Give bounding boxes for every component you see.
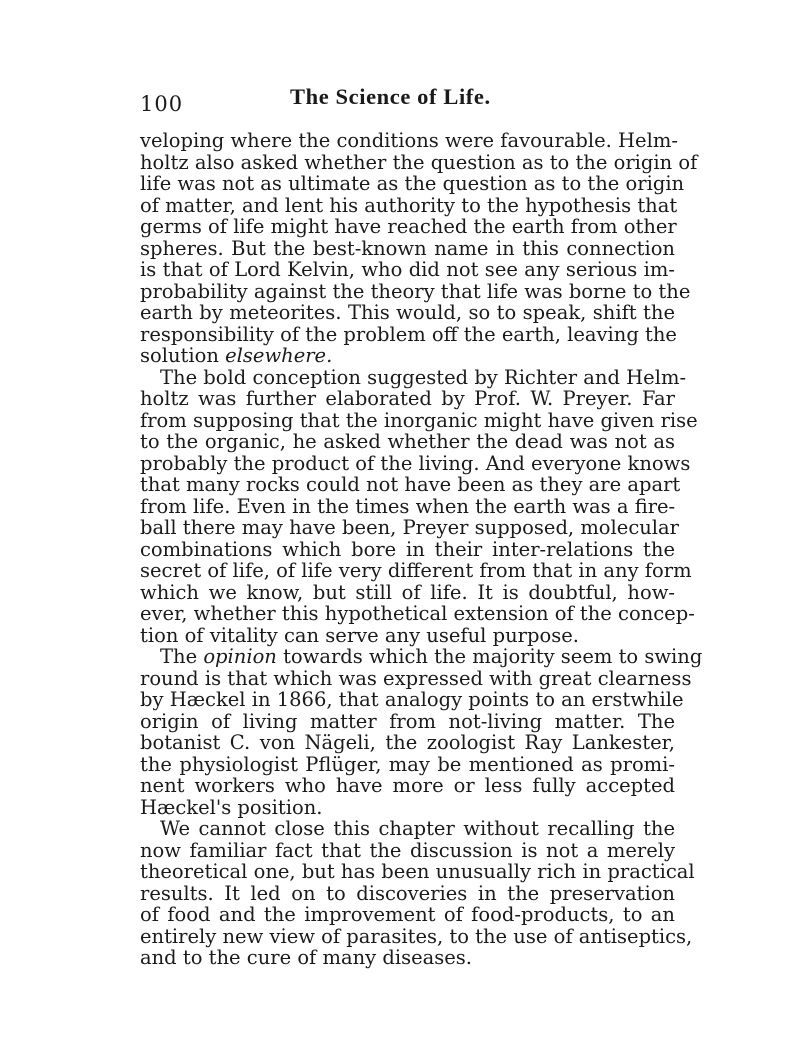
- text-line: life was not as ultimate as the question as to the origin: [140, 172, 685, 195]
- page-title: The Science of Life.: [290, 84, 491, 109]
- text-line: to the organic, he asked whether the dead was not as: [140, 430, 675, 453]
- text-line: of food and the improvement of food-products, to an: [140, 903, 675, 926]
- text-line: now familiar fact that the discussion is not a merely: [140, 838, 675, 862]
- text-line: responsibility of the problem off the earth, leaving the: [140, 322, 677, 346]
- text-line: theoretical one, but has been unusually rich in practical: [140, 860, 695, 883]
- text-line: results. It led on to discoveries in the preservation: [140, 881, 675, 905]
- text-line: from supposing that the inorganic might have given rise: [140, 408, 698, 432]
- text-line: by Hæckel in 1866, that analogy points to an erstwhile: [140, 688, 684, 711]
- text-line: round is that which was expressed with great clearness: [140, 666, 692, 690]
- text-line: Hæckel's position.: [140, 795, 323, 819]
- paragraph-2: [140, 365, 698, 647]
- paragraph-4: [140, 817, 695, 969]
- text-line: germs of life might have reached the earth from other: [140, 215, 677, 238]
- body-text: [140, 129, 703, 969]
- text-line: which we know, but still of life. It is doubtful, how-: [140, 580, 675, 604]
- text-line: of matter, and lent his authority to the hypothesis that: [140, 193, 678, 217]
- text-line: that many rocks could not have been as they are apart: [140, 473, 681, 496]
- text-run: solution: [140, 344, 226, 367]
- emphasis-text: opinion: [203, 645, 277, 668]
- page-number: 100: [140, 92, 184, 116]
- text-line: holtz also asked whether the question as to the origin of: [140, 150, 698, 174]
- text-line: entirely new view of parasites, to the use of antiseptics,: [140, 924, 693, 948]
- paragraph-1: [140, 129, 698, 367]
- text-line: nent workers who have more or less fully accepted: [140, 774, 675, 797]
- paragraph-3: [140, 645, 703, 819]
- text-line: veloping where the conditions were favourable. Helm-: [140, 129, 678, 152]
- text-run: The: [160, 645, 204, 668]
- text-line: We cannot close this chapter without recalling the: [160, 817, 675, 840]
- text-line: earth by meteorites. This would, so to speak, shift the: [140, 301, 675, 324]
- text-line: origin of living matter from not-living matter. The: [140, 709, 675, 733]
- text-line: botanist C. von Nägeli, the zoologist Ray Lankester,: [140, 731, 675, 754]
- text-line: holtz was further elaborated by Prof. W. Preyer. Far: [140, 387, 675, 410]
- text-line: combinations which bore in their inter-relations the: [140, 537, 675, 561]
- text-run: towards which the majority seem to swing: [276, 645, 703, 668]
- text-line: [140, 345, 675, 367]
- text-line: from life. Even in the times when the earth was a fire-: [140, 494, 676, 518]
- text-line: [140, 645, 703, 668]
- text-line: tion of vitality can serve any useful purpose.: [140, 623, 579, 647]
- text-line: ever, whether this hypothetical extension of the concep-: [140, 602, 695, 625]
- text-line: is that of Lord Kelvin, who did not see any serious im-: [140, 258, 675, 281]
- text-line: The bold conception suggested by Richter and Helm-: [160, 365, 687, 389]
- text-line: probably the product of the living. And everyone knows: [140, 451, 691, 475]
- text-line: the physiologist Pflüger, may be mentioned as promi-: [140, 752, 675, 776]
- text-line: secret of life, of life very different from that in any form: [140, 559, 692, 582]
- text-line: ball there may have been, Preyer supposed, molecular: [140, 516, 679, 539]
- text-line: and to the cure of many diseases.: [140, 946, 473, 969]
- emphasis-text: elsewhere.: [225, 344, 333, 367]
- text-line: probability against the theory that life was borne to the: [140, 279, 691, 303]
- running-head: [140, 84, 670, 118]
- text-line: spheres. But the best-known name in this connection: [140, 236, 675, 260]
